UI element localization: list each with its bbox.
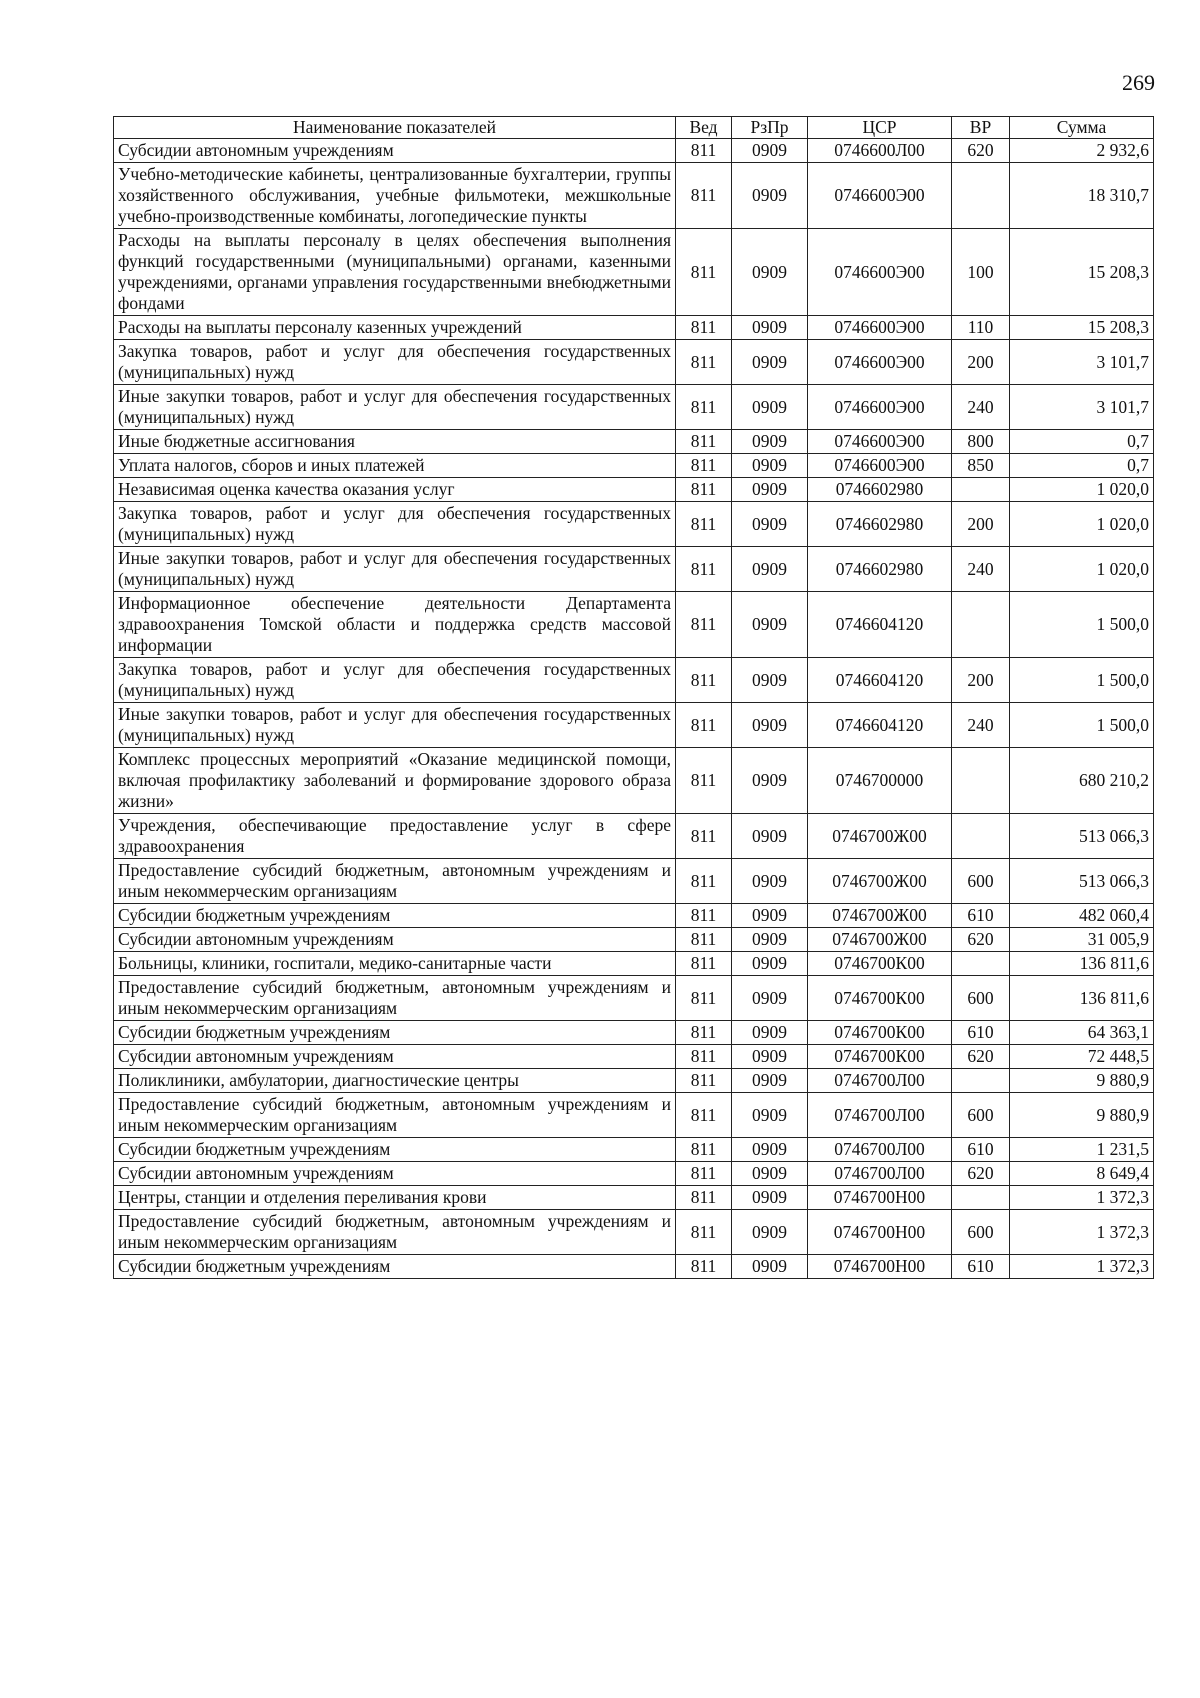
cell-vr — [952, 748, 1010, 814]
cell-sum: 513 066,3 — [1010, 814, 1154, 859]
cell-csr: 0746700Л00 — [808, 1162, 952, 1186]
cell-vr: 620 — [952, 1045, 1010, 1069]
cell-name: Субсидии автономным учреждениям — [114, 139, 676, 163]
cell-rzpr: 0909 — [732, 952, 808, 976]
cell-csr: 0746604120 — [808, 703, 952, 748]
cell-sum: 1 231,5 — [1010, 1138, 1154, 1162]
table-row — [114, 952, 1154, 976]
cell-name: Учреждения, обеспечивающие предоставление услуг в сфере здравоохранения — [114, 814, 676, 859]
cell-csr: 0746700К00 — [808, 952, 952, 976]
cell-ved: 811 — [676, 1138, 732, 1162]
cell-name: Поликлиники, амбулатории, диагностические центры — [114, 1069, 676, 1093]
cell-name: Субсидии бюджетным учреждениям — [114, 1255, 676, 1279]
header-csr: ЦСР — [808, 117, 952, 139]
cell-rzpr: 0909 — [732, 928, 808, 952]
cell-name: Субсидии автономным учреждениям — [114, 1162, 676, 1186]
header-sum: Сумма — [1010, 117, 1154, 139]
cell-ved: 811 — [676, 1045, 732, 1069]
cell-rzpr: 0909 — [732, 1045, 808, 1069]
cell-sum: 136 811,6 — [1010, 952, 1154, 976]
cell-rzpr: 0909 — [732, 1162, 808, 1186]
cell-sum: 3 101,7 — [1010, 340, 1154, 385]
cell-rzpr: 0909 — [732, 340, 808, 385]
cell-csr: 0746700Ж00 — [808, 814, 952, 859]
cell-ved: 811 — [676, 340, 732, 385]
cell-vr: 600 — [952, 976, 1010, 1021]
cell-ved: 811 — [676, 859, 732, 904]
cell-ved: 811 — [676, 229, 732, 316]
table-row — [114, 1210, 1154, 1255]
cell-csr: 0746602980 — [808, 502, 952, 547]
cell-sum: 31 005,9 — [1010, 928, 1154, 952]
cell-csr: 0746700000 — [808, 748, 952, 814]
table-row — [114, 1021, 1154, 1045]
budget-table — [113, 116, 1154, 1279]
cell-name: Информационное обеспечение деятельности Департамента здравоохранения Томской области и поддержка средств массовой информации — [114, 592, 676, 658]
cell-rzpr: 0909 — [732, 430, 808, 454]
cell-rzpr: 0909 — [732, 1093, 808, 1138]
cell-vr: 240 — [952, 385, 1010, 430]
cell-name: Субсидии автономным учреждениям — [114, 928, 676, 952]
table-row — [114, 385, 1154, 430]
cell-name: Предоставление субсидий бюджетным, автономным учреждениям и иным некоммерческим организациям — [114, 859, 676, 904]
cell-vr: 200 — [952, 658, 1010, 703]
cell-ved: 811 — [676, 478, 732, 502]
cell-name: Центры, станции и отделения переливания крови — [114, 1186, 676, 1210]
table-row — [114, 454, 1154, 478]
table-row — [114, 478, 1154, 502]
cell-sum: 64 363,1 — [1010, 1021, 1154, 1045]
cell-rzpr: 0909 — [732, 502, 808, 547]
header-row — [114, 117, 1154, 139]
table-row — [114, 592, 1154, 658]
cell-sum: 1 372,3 — [1010, 1210, 1154, 1255]
cell-vr: 240 — [952, 703, 1010, 748]
cell-csr: 0746604120 — [808, 658, 952, 703]
table-row — [114, 658, 1154, 703]
cell-sum: 136 811,6 — [1010, 976, 1154, 1021]
cell-vr: 600 — [952, 1210, 1010, 1255]
table-row — [114, 814, 1154, 859]
cell-ved: 811 — [676, 502, 732, 547]
cell-vr: 200 — [952, 502, 1010, 547]
cell-sum: 1 020,0 — [1010, 502, 1154, 547]
cell-csr: 0746600Э00 — [808, 163, 952, 229]
cell-csr: 0746602980 — [808, 478, 952, 502]
cell-ved: 811 — [676, 748, 732, 814]
cell-csr: 0746700Ж00 — [808, 859, 952, 904]
cell-vr: 240 — [952, 547, 1010, 592]
cell-sum: 15 208,3 — [1010, 316, 1154, 340]
table-row — [114, 163, 1154, 229]
cell-rzpr: 0909 — [732, 478, 808, 502]
cell-sum: 1 020,0 — [1010, 478, 1154, 502]
cell-ved: 811 — [676, 385, 732, 430]
cell-rzpr: 0909 — [732, 592, 808, 658]
cell-name: Иные закупки товаров, работ и услуг для обеспечения государственных (муниципальных) нужд — [114, 703, 676, 748]
cell-rzpr: 0909 — [732, 229, 808, 316]
cell-sum: 9 880,9 — [1010, 1069, 1154, 1093]
cell-ved: 811 — [676, 1162, 732, 1186]
cell-rzpr: 0909 — [732, 163, 808, 229]
cell-ved: 811 — [676, 814, 732, 859]
table-row — [114, 1069, 1154, 1093]
cell-rzpr: 0909 — [732, 547, 808, 592]
cell-rzpr: 0909 — [732, 1210, 808, 1255]
table-row — [114, 1093, 1154, 1138]
cell-csr: 0746600Э00 — [808, 385, 952, 430]
cell-rzpr: 0909 — [732, 1069, 808, 1093]
cell-csr: 0746700К00 — [808, 976, 952, 1021]
cell-rzpr: 0909 — [732, 139, 808, 163]
cell-ved: 811 — [676, 976, 732, 1021]
cell-name: Субсидии бюджетным учреждениям — [114, 1021, 676, 1045]
cell-vr: 620 — [952, 928, 1010, 952]
header-ved: Вед — [676, 117, 732, 139]
cell-rzpr: 0909 — [732, 658, 808, 703]
cell-name: Расходы на выплаты персоналу в целях обеспечения выполнения функций государственными (муниципальными) органами, казенными учреждениями, органами управления государственными внебюджетными фондами — [114, 229, 676, 316]
cell-rzpr: 0909 — [732, 316, 808, 340]
cell-name: Закупка товаров, работ и услуг для обеспечения государственных (муниципальных) нужд — [114, 658, 676, 703]
cell-vr: 610 — [952, 1138, 1010, 1162]
cell-rzpr: 0909 — [732, 976, 808, 1021]
cell-rzpr: 0909 — [732, 859, 808, 904]
table-row — [114, 316, 1154, 340]
table-header — [114, 117, 1154, 139]
cell-sum: 482 060,4 — [1010, 904, 1154, 928]
cell-vr: 620 — [952, 139, 1010, 163]
cell-ved: 811 — [676, 139, 732, 163]
cell-csr: 0746604120 — [808, 592, 952, 658]
cell-ved: 811 — [676, 592, 732, 658]
cell-rzpr: 0909 — [732, 814, 808, 859]
cell-sum: 72 448,5 — [1010, 1045, 1154, 1069]
cell-name: Субсидии бюджетным учреждениям — [114, 1138, 676, 1162]
cell-csr: 0746600Э00 — [808, 340, 952, 385]
cell-name: Иные бюджетные ассигнования — [114, 430, 676, 454]
cell-vr — [952, 478, 1010, 502]
table-row — [114, 1045, 1154, 1069]
cell-sum: 8 649,4 — [1010, 1162, 1154, 1186]
cell-vr: 800 — [952, 430, 1010, 454]
cell-rzpr: 0909 — [732, 703, 808, 748]
cell-rzpr: 0909 — [732, 385, 808, 430]
cell-name: Закупка товаров, работ и услуг для обеспечения государственных (муниципальных) нужд — [114, 502, 676, 547]
cell-name: Предоставление субсидий бюджетным, автономным учреждениям и иным некоммерческим организациям — [114, 976, 676, 1021]
cell-vr: 610 — [952, 1255, 1010, 1279]
table-body — [114, 139, 1154, 1279]
cell-ved: 811 — [676, 952, 732, 976]
cell-sum: 3 101,7 — [1010, 385, 1154, 430]
cell-ved: 811 — [676, 1255, 732, 1279]
cell-rzpr: 0909 — [732, 1021, 808, 1045]
cell-ved: 811 — [676, 904, 732, 928]
table-row — [114, 430, 1154, 454]
cell-rzpr: 0909 — [732, 904, 808, 928]
cell-vr — [952, 952, 1010, 976]
cell-csr: 0746700К00 — [808, 1045, 952, 1069]
cell-sum: 18 310,7 — [1010, 163, 1154, 229]
table-row — [114, 904, 1154, 928]
cell-csr: 0746700Ж00 — [808, 928, 952, 952]
cell-vr: 850 — [952, 454, 1010, 478]
cell-vr — [952, 592, 1010, 658]
cell-ved: 811 — [676, 703, 732, 748]
cell-ved: 811 — [676, 430, 732, 454]
cell-csr: 0746700Л00 — [808, 1138, 952, 1162]
cell-csr: 0746700Н00 — [808, 1210, 952, 1255]
cell-rzpr: 0909 — [732, 454, 808, 478]
cell-vr — [952, 163, 1010, 229]
cell-ved: 811 — [676, 1021, 732, 1045]
cell-ved: 811 — [676, 163, 732, 229]
cell-vr — [952, 814, 1010, 859]
cell-sum: 1 500,0 — [1010, 658, 1154, 703]
cell-sum: 1 500,0 — [1010, 592, 1154, 658]
cell-ved: 811 — [676, 316, 732, 340]
table-row — [114, 748, 1154, 814]
cell-rzpr: 0909 — [732, 1255, 808, 1279]
cell-csr: 0746600Э00 — [808, 316, 952, 340]
table-row — [114, 547, 1154, 592]
cell-name: Комплекс процессных мероприятий «Оказание медицинской помощи, включая профилактику заболеваний и формирование здорового образа жизни» — [114, 748, 676, 814]
cell-csr: 0746700Н00 — [808, 1255, 952, 1279]
cell-sum: 1 020,0 — [1010, 547, 1154, 592]
cell-vr — [952, 1069, 1010, 1093]
cell-name: Учебно-методические кабинеты, централизованные бухгалтерии, группы хозяйственного обслуживания, учебные фильмотеки, межшкольные учебно-производственные комбинаты, логопедические пункты — [114, 163, 676, 229]
cell-name: Уплата налогов, сборов и иных платежей — [114, 454, 676, 478]
cell-vr: 600 — [952, 1093, 1010, 1138]
table-row — [114, 928, 1154, 952]
cell-ved: 811 — [676, 1069, 732, 1093]
cell-ved: 811 — [676, 1210, 732, 1255]
page-number: 269 — [1122, 70, 1155, 95]
table-row — [114, 976, 1154, 1021]
cell-vr: 610 — [952, 1021, 1010, 1045]
cell-vr: 100 — [952, 229, 1010, 316]
table-row — [114, 1138, 1154, 1162]
cell-vr: 200 — [952, 340, 1010, 385]
table-row — [114, 502, 1154, 547]
table-row — [114, 859, 1154, 904]
cell-sum: 513 066,3 — [1010, 859, 1154, 904]
table-row — [114, 340, 1154, 385]
table-row — [114, 703, 1154, 748]
cell-sum: 0,7 — [1010, 430, 1154, 454]
table-row — [114, 1255, 1154, 1279]
cell-ved: 811 — [676, 547, 732, 592]
cell-name: Расходы на выплаты персоналу казенных учреждений — [114, 316, 676, 340]
cell-csr: 0746700Ж00 — [808, 904, 952, 928]
cell-sum: 680 210,2 — [1010, 748, 1154, 814]
cell-ved: 811 — [676, 658, 732, 703]
cell-name: Предоставление субсидий бюджетным, автономным учреждениям и иным некоммерческим организациям — [114, 1093, 676, 1138]
cell-name: Закупка товаров, работ и услуг для обеспечения государственных (муниципальных) нужд — [114, 340, 676, 385]
cell-name: Субсидии автономным учреждениям — [114, 1045, 676, 1069]
cell-csr: 0746600Л00 — [808, 139, 952, 163]
cell-vr: 620 — [952, 1162, 1010, 1186]
header-vr: ВР — [952, 117, 1010, 139]
cell-csr: 0746600Э00 — [808, 229, 952, 316]
cell-csr: 0746602980 — [808, 547, 952, 592]
cell-ved: 811 — [676, 1093, 732, 1138]
cell-ved: 811 — [676, 1186, 732, 1210]
cell-sum: 15 208,3 — [1010, 229, 1154, 316]
cell-ved: 811 — [676, 454, 732, 478]
cell-rzpr: 0909 — [732, 1138, 808, 1162]
cell-vr: 610 — [952, 904, 1010, 928]
cell-csr: 0746700Л00 — [808, 1069, 952, 1093]
cell-csr: 0746600Э00 — [808, 430, 952, 454]
header-rzpr: РзПр — [732, 117, 808, 139]
cell-csr: 0746700Л00 — [808, 1093, 952, 1138]
cell-ved: 811 — [676, 928, 732, 952]
cell-name: Предоставление субсидий бюджетным, автономным учреждениям и иным некоммерческим организациям — [114, 1210, 676, 1255]
cell-sum: 1 500,0 — [1010, 703, 1154, 748]
table-row — [114, 1162, 1154, 1186]
cell-name: Иные закупки товаров, работ и услуг для обеспечения государственных (муниципальных) нужд — [114, 547, 676, 592]
cell-sum: 1 372,3 — [1010, 1255, 1154, 1279]
cell-vr — [952, 1186, 1010, 1210]
cell-csr: 0746600Э00 — [808, 454, 952, 478]
header-name: Наименование показателей — [114, 117, 676, 139]
table-row — [114, 229, 1154, 316]
cell-sum: 9 880,9 — [1010, 1093, 1154, 1138]
cell-csr: 0746700Н00 — [808, 1186, 952, 1210]
cell-vr: 600 — [952, 859, 1010, 904]
cell-sum: 0,7 — [1010, 454, 1154, 478]
table-row — [114, 1186, 1154, 1210]
cell-csr: 0746700К00 — [808, 1021, 952, 1045]
cell-rzpr: 0909 — [732, 1186, 808, 1210]
cell-name: Иные закупки товаров, работ и услуг для обеспечения государственных (муниципальных) нужд — [114, 385, 676, 430]
table-row — [114, 139, 1154, 163]
cell-rzpr: 0909 — [732, 748, 808, 814]
cell-name: Субсидии бюджетным учреждениям — [114, 904, 676, 928]
cell-name: Независимая оценка качества оказания услуг — [114, 478, 676, 502]
cell-sum: 1 372,3 — [1010, 1186, 1154, 1210]
cell-vr: 110 — [952, 316, 1010, 340]
cell-sum: 2 932,6 — [1010, 139, 1154, 163]
cell-name: Больницы, клиники, госпитали, медико-санитарные части — [114, 952, 676, 976]
